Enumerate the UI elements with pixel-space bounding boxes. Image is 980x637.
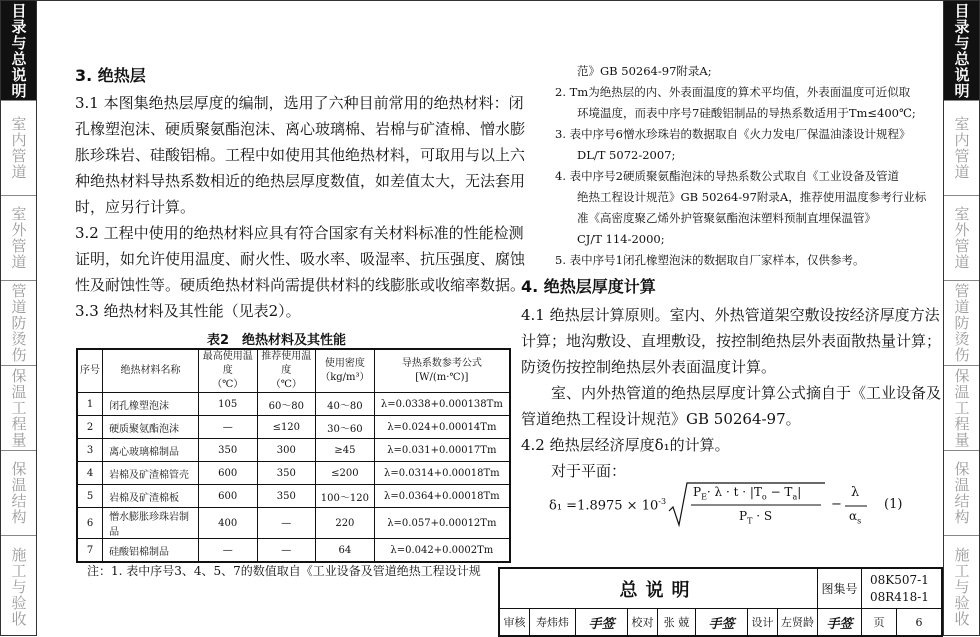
paragraph-line: 防烫伤按控制绝热层外表面温度计算。	[521, 358, 777, 376]
cell: ≤200	[316, 462, 375, 485]
formula-denominator: $P_T \cdot S$	[739, 509, 773, 526]
tab-indoor-pipe-right[interactable]: 室内管道	[944, 101, 979, 196]
title-block	[498, 567, 943, 637]
note-line: 4. 表中序号2硬质聚氨酯泡沫的导热系数公式取自《工业设备及管道	[555, 169, 899, 183]
table-header-row	[77, 349, 510, 393]
paragraph-line: 时，应另行计算。	[75, 198, 196, 216]
formula-lhs: $\delta_1 =1.8975 \times 10^{-3}$	[549, 497, 667, 514]
header-density: 使用密度 （kg/m³）	[316, 349, 375, 393]
cell: ≤120	[257, 416, 316, 439]
note-line: 2. Tm为绝热层的内、外表面温度的算术平均值，外表面温度可近似取	[555, 85, 911, 99]
cell: 3	[77, 439, 103, 462]
check-label: 校对	[628, 609, 658, 635]
formula-minus: −	[831, 497, 842, 512]
cell: 300	[257, 439, 316, 462]
formula-lambda: λ	[851, 485, 860, 500]
note-line: DL/T 5072-2007;	[577, 148, 676, 162]
materials-table	[76, 348, 511, 563]
formula-alpha: $\alpha_s$	[849, 509, 862, 526]
tab-quantity-right[interactable]: 保温工程量	[944, 366, 979, 451]
note-line: 绝热工程设计规范》GB 50264-97附录A，推荐使用温度参考行业标	[577, 190, 927, 204]
table-row	[77, 393, 510, 416]
cell: 350	[257, 485, 316, 508]
cell: 5	[77, 485, 103, 508]
header-rec-temp: 推荐使用温度 （℃）	[257, 349, 316, 393]
table-row	[77, 439, 510, 462]
table-row	[77, 485, 510, 508]
cell: 岩棉及矿渣棉板	[103, 485, 199, 508]
tab-contents-right[interactable]: 目录与总说明	[944, 1, 979, 101]
cell: 1	[77, 393, 103, 416]
paragraph-line: 3.2 工程中使用的绝热材料应具有符合国家有关材料标准的性能检测	[75, 224, 524, 242]
cell: —	[198, 416, 257, 439]
signature-row	[500, 609, 941, 635]
tab-anti-scald[interactable]: 管道防烫伤	[1, 281, 36, 366]
formula-number: (1)	[884, 497, 903, 512]
cell: 350	[198, 439, 257, 462]
cell: 硬质聚氨酯泡沫	[103, 416, 199, 439]
paragraph-line: 孔橡塑泡沫、硬质聚氨酯泡沫、离心玻璃棉、岩棉与矿渣棉、憎水膨	[75, 120, 526, 138]
cell: λ=0.024+0.00014Tm	[374, 416, 510, 439]
cell: 400	[198, 508, 257, 539]
cell: 憎水膨胀珍珠岩制品	[103, 508, 199, 539]
note-line: 5. 表中序号1闭孔橡塑泡沫的数据取自厂家样本，仅供参考。	[555, 253, 865, 267]
page-label: 页	[862, 609, 897, 635]
paragraph-line: 胀珍珠岩、硅酸铝棉。工程中如使用其他绝热材料，可取用与以上六	[75, 146, 526, 164]
checker-signature: 手签	[696, 609, 748, 635]
checker-name: 张 兢	[658, 609, 696, 635]
note-line: 范》GB 50264-97附录A;	[577, 64, 712, 78]
cell: λ=0.031+0.00017Tm	[374, 439, 510, 462]
note-line: 3. 表中序号6憎水珍珠岩的数据取自《火力发电厂保温油漆设计规程》	[555, 127, 911, 141]
tab-quantity[interactable]: 保温工程量	[1, 366, 36, 451]
design-label: 设计	[748, 609, 778, 635]
atlas-label: 图集号	[818, 569, 862, 609]
document-page	[37, 0, 943, 636]
table-row	[77, 462, 510, 485]
cell: 2	[77, 416, 103, 439]
page-number: 6	[915, 615, 923, 629]
paragraph-line: 3.1 本图集绝热层厚度的编制，选用了六种目前常用的绝热材料：闭	[75, 94, 524, 112]
thickness-formula	[549, 481, 929, 531]
table-title: 表2 绝热材料及其性能	[207, 333, 347, 348]
tab-structure[interactable]: 保温结构	[1, 451, 36, 536]
cell: 岩棉及矿渣棉管壳	[103, 462, 199, 485]
designer-name: 左贤龄	[778, 609, 818, 635]
paragraph-line: 性及耐蚀性等。硬质绝热材料尚需提供材料的线膨胀或收缩率数据。	[75, 276, 526, 294]
cell: 离心玻璃棉制品	[103, 439, 199, 462]
cell: 350	[257, 462, 316, 485]
reviewer-name: 寿炜炜	[530, 609, 576, 635]
header-index: 序号	[77, 349, 103, 393]
tab-construction[interactable]: 施工与验收	[9, 546, 28, 627]
tab-structure-right[interactable]: 保温结构	[944, 451, 979, 536]
cell: —	[257, 539, 316, 563]
cell: 6	[77, 508, 103, 539]
atlas-number: 08K507-1	[870, 573, 929, 587]
cell: 600	[198, 462, 257, 485]
review-label: 审核	[500, 609, 530, 635]
section-heading-thickness: 4. 绝热层厚度计算	[521, 277, 656, 296]
table-note: 注：1. 表中序号3、4、5、7的数值取自《工业设备及管道绝热工程设计规	[87, 564, 481, 578]
cell: 硅酸铝棉制品	[103, 539, 199, 563]
table-row	[77, 539, 510, 563]
tab-construction-right[interactable]: 施工与验收	[952, 546, 971, 627]
cell: 64	[316, 539, 375, 563]
right-sidebar	[943, 0, 980, 636]
designer-signature: 手签	[818, 609, 862, 635]
reviewer-signature: 手签	[576, 609, 628, 635]
cell: λ=0.057+0.00012Tm	[374, 508, 510, 539]
cell: —	[257, 508, 316, 539]
cell: 闭孔橡塑泡沫	[103, 393, 199, 416]
formula-numerator: $P_E\cdot \lambda \cdot t \cdot |T_o - T_a|$	[693, 485, 802, 502]
paragraph-line: 3.3 绝热材料及其性能（见表2）。	[75, 302, 301, 320]
tab-contents[interactable]: 目录与总说明	[1, 1, 36, 101]
cell: 4	[77, 462, 103, 485]
table-row	[77, 416, 510, 439]
cell: 60～80	[257, 393, 316, 416]
paragraph-line: 对于平面：	[521, 462, 627, 480]
cell: 600	[198, 485, 257, 508]
paragraph-line: 证明，如允许使用温度、耐火性、吸水率、吸湿率、抗压强度、腐蚀	[75, 250, 526, 268]
cell: 7	[77, 539, 103, 563]
atlas-number: 08R418-1	[870, 590, 929, 604]
table-row	[77, 508, 510, 539]
section-heading-insulation: 3. 绝热层	[75, 66, 146, 85]
paragraph-line: 4.1 绝热层计算原则。室内、外热管道架空敷设按经济厚度方法	[521, 306, 940, 324]
note-line: CJ/T 114-2000;	[577, 232, 665, 246]
formula-fraction-bar	[845, 505, 867, 507]
header-max-temp: 最高使用温度 （℃）	[198, 349, 257, 393]
tab-outdoor-pipe-right[interactable]: 室外管道	[944, 196, 979, 281]
cell: 30～60	[316, 416, 375, 439]
paragraph-line: 种绝热材料导热系数相近的绝热层厚度数值，如差值太大，无法套用	[75, 172, 526, 190]
cell: 105	[198, 393, 257, 416]
cell: 40～80	[316, 393, 375, 416]
tab-anti-scald-right[interactable]: 管道防烫伤	[944, 281, 979, 366]
drawing-title: 总说明	[500, 569, 818, 609]
paragraph-line: 计算；地沟敷设、直埋敷设，按控制绝热层外表面散热量计算；	[521, 332, 942, 350]
tab-indoor-pipe[interactable]: 室内管道	[1, 101, 36, 196]
paragraph-line: 管道绝热工程设计规范》GB 50264-97。	[521, 410, 801, 428]
note-line: 环境温度，而表中序号7硅酸铝制品的导热系数适用于Tm≤400℃;	[577, 106, 916, 120]
left-sidebar	[0, 0, 37, 636]
cell: λ=0.0314+0.00018Tm	[374, 462, 510, 485]
header-material: 绝热材料名称	[103, 349, 199, 393]
note-line: 准《高密度聚乙烯外护管聚氨酯泡沫塑料预制直埋保温管》	[577, 211, 876, 225]
atlas-numbers	[862, 569, 943, 609]
cell: ≥45	[316, 439, 375, 462]
cell: λ=0.0338+0.000138Tm	[374, 393, 510, 416]
header-conductivity: 导热系数参考公式 [W/(m·℃)]	[374, 349, 510, 393]
cell: λ=0.042+0.0002Tm	[374, 539, 510, 563]
cell: 220	[316, 508, 375, 539]
cell: λ=0.0364+0.00018Tm	[374, 485, 510, 508]
paragraph-line: 4.2 绝热层经济厚度δ₁的计算。	[521, 436, 730, 454]
cell: 100～120	[316, 485, 375, 508]
cell: —	[198, 539, 257, 563]
paragraph-line: 室、内外热管道的绝热层厚度计算公式摘自于《工业设备及	[521, 384, 942, 402]
tab-outdoor-pipe[interactable]: 室外管道	[1, 196, 36, 281]
